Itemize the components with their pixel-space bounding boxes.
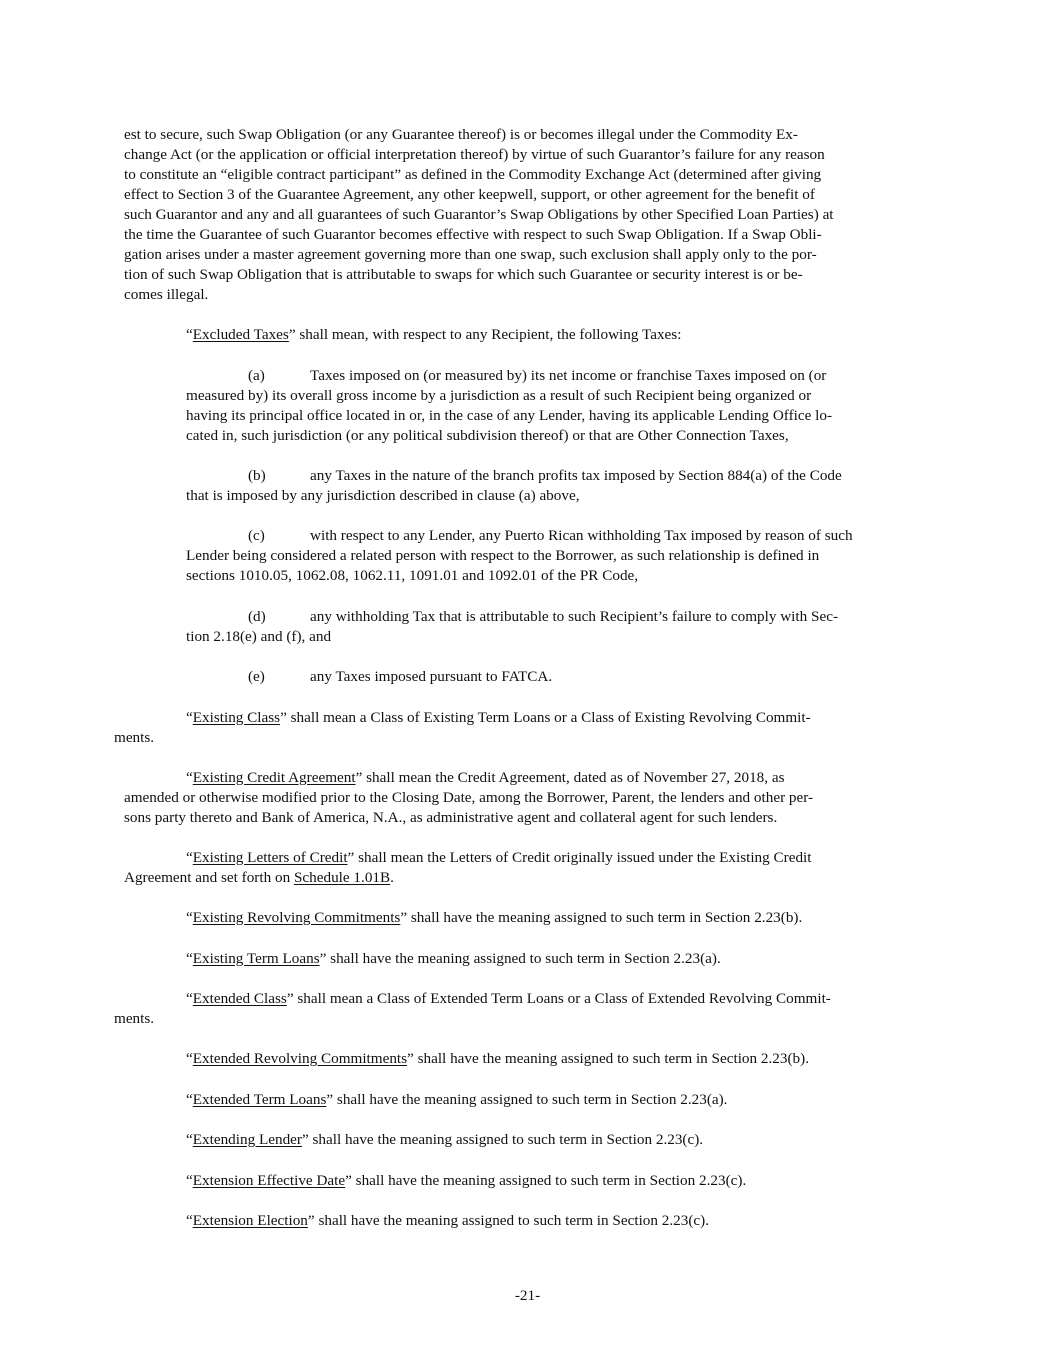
definition-text: ” shall have the meaning assigned to such term in Section 2.23(a).: [319, 950, 721, 967]
definition-excluded-taxes: “Excluded Taxes” shall mean, with respect to any Recipient, the following Taxes:: [186, 326, 682, 343]
clause-label: (c): [248, 527, 265, 544]
definition-existing-term-loans: “Existing Term Loans” shall have the meaning assigned to such term in Section 2.23(a).: [186, 950, 721, 967]
definition-line: sons party thereto and Bank of America, N.A., as administrative agent and collateral agent for such lenders.: [124, 809, 778, 826]
clause-label: (b): [248, 467, 266, 484]
defined-term: Existing Class: [192, 709, 281, 726]
schedule-reference: Schedule 1.01B: [293, 869, 391, 886]
definition-existing-letters-of-credit: “Existing Letters of Credit” shall mean the Letters of Credit originally issued under the Existing Credit Agreement and set forth on Schedule 1.01B.: [124, 849, 812, 886]
definition-text: ” shall have the meaning assigned to such term in Section 2.23(b).: [407, 1050, 809, 1067]
defined-term: Extension Election: [192, 1212, 308, 1229]
clause-line: measured by) its overall gross income by a jurisdiction as a result of such Recipient being organized or: [186, 387, 812, 404]
page-number: -21-: [514, 1287, 541, 1304]
definition-line: ments.: [114, 729, 155, 746]
definition-text: ” shall mean the Letters of Credit originally issued under the Existing Credit: [347, 849, 812, 866]
clause-c: [186, 526, 853, 586]
clause-d: [186, 607, 838, 647]
defined-term: Existing Revolving Commitments: [192, 909, 401, 926]
clause-line: having its principal office located in or, in the case of any Lender, having its applicable Lending Office lo-: [186, 407, 833, 424]
defined-term: Extended Class: [192, 990, 287, 1007]
clause-label: (e): [248, 668, 265, 685]
clause-line: Lender being considered a related person with respect to the Borrower, as such relationship is defined in: [186, 547, 820, 564]
defined-term: Existing Term Loans: [192, 950, 320, 967]
definition-text: ” shall have the meaning assigned to such term in Section 2.23(a).: [326, 1091, 728, 1108]
defined-term: Excluded Taxes: [192, 326, 289, 343]
definition-existing-class: “Existing Class” shall mean a Class of Existing Term Loans or a Class of Existing Revolving Commit- ments.: [114, 709, 811, 746]
definition-text: ” shall have the meaning assigned to such term in Section 2.23(b).: [400, 909, 803, 926]
defined-term: Existing Letters of Credit: [192, 849, 348, 866]
definition-text: ” shall mean the Credit Agreement, dated as of November 27, 2018, as: [355, 769, 785, 786]
definition-line: ments.: [114, 1010, 155, 1027]
clause-text: with respect to any Lender, any Puerto Rican withholding Tax imposed by reason of such: [310, 527, 853, 544]
definition-text: Agreement and set forth on: [124, 869, 294, 886]
definition-extension-effective-date: “Extension Effective Date” shall have the meaning assigned to such term in Section 2.23(c).: [186, 1172, 747, 1189]
intro-line: effect to Section 3 of the Guarantee Agreement, any other keepwell, support, or other agreement for the benefit of: [124, 186, 815, 203]
definition-text: ” shall have the meaning assigned to such term in Section 2.23(c).: [345, 1172, 747, 1189]
intro-line: change Act (or the application or official interpretation thereof) by virtue of such Guarantor’s failure for any reason: [124, 146, 825, 163]
clause-text: any Taxes in the nature of the branch profits tax imposed by Section 884(a) of the Code: [310, 467, 842, 484]
intro-line: the time the Guarantee of such Guarantor becomes effective with respect to such Swap Obligation. If a Swap Obli-: [124, 226, 822, 243]
definition-existing-credit-agreement: “Existing Credit Agreement” shall mean the Credit Agreement, dated as of November 27, 2018, as amended or otherwise modified prior to the Closing Date, among the Borrower, Parent, the lenders and other per- sons party thereto and Bank of America, N.A., as administrative agent and collateral agent for such lenders.: [124, 769, 814, 826]
clause-label: (a): [248, 367, 265, 384]
clause-e: [186, 667, 552, 687]
definition-text: ” shall mean, with respect to any Recipient, the following Taxes:: [288, 326, 682, 343]
intro-line: tion of such Swap Obligation that is attributable to swaps for which such Guarantee or security interest is or be-: [124, 266, 803, 283]
clause-label: (d): [248, 608, 266, 625]
intro-line: to constitute an “eligible contract participant” as defined in the Commodity Exchange Act (determined after giving: [124, 166, 822, 183]
definition-text: ” shall mean a Class of Extended Term Loans or a Class of Extended Revolving Commit-: [286, 990, 831, 1007]
clause-line: cated in, such jurisdiction (or any political subdivision thereof) or that are Other Connection Taxes,: [186, 427, 789, 444]
definition-line: amended or otherwise modified prior to the Closing Date, among the Borrower, Parent, the lenders and other per-: [124, 789, 814, 806]
intro-paragraph: [124, 125, 834, 305]
definition-extended-class: “Extended Class” shall mean a Class of Extended Term Loans or a Class of Extended Revolving Commit- ments.: [114, 990, 831, 1027]
clause-text: Taxes imposed on (or measured by) its net income or franchise Taxes imposed on (or: [310, 367, 827, 384]
defined-term: Existing Credit Agreement: [192, 769, 356, 786]
clause-text: any withholding Tax that is attributable to such Recipient’s failure to comply with Sec-: [310, 608, 839, 625]
clause-line: tion 2.18(e) and (f), and: [186, 628, 332, 645]
clause-a: [186, 366, 832, 446]
defined-term: Extension Effective Date: [192, 1172, 346, 1189]
clause-b: [186, 466, 842, 506]
definition-text: .: [390, 869, 394, 886]
clause-text: any Taxes imposed pursuant to FATCA.: [310, 668, 553, 685]
intro-line: comes illegal.: [124, 286, 209, 303]
clause-line: that is imposed by any jurisdiction described in clause (a) above,: [186, 487, 580, 504]
definition-text: ” shall have the meaning assigned to such term in Section 2.23(c).: [307, 1212, 710, 1229]
defined-term: Extended Revolving Commitments: [192, 1050, 408, 1067]
definition-text: ” shall mean a Class of Existing Term Loans or a Class of Existing Revolving Commit-: [280, 709, 811, 726]
defined-term: Extended Term Loans: [192, 1091, 327, 1108]
intro-line: such Guarantor and any and all guarantees of such Guarantor’s Swap Obligations by other Specified Loan Parties) at: [124, 206, 834, 223]
intro-line: est to secure, such Swap Obligation (or any Guarantee thereof) is or becomes illegal under the Commodity Ex-: [124, 126, 798, 143]
clause-line: sections 1010.05, 1062.08, 1062.11, 1091.01 and 1092.01 of the PR Code,: [186, 567, 639, 584]
definition-text: ” shall have the meaning assigned to such term in Section 2.23(c).: [301, 1131, 704, 1148]
definition-extended-revolving-commitments: “Extended Revolving Commitments” shall have the meaning assigned to such term in Section 2.23(b).: [186, 1050, 809, 1067]
defined-term: Extending Lender: [192, 1131, 302, 1148]
definition-existing-revolving-commitments: “Existing Revolving Commitments” shall have the meaning assigned to such term in Section 2.23(b).: [186, 909, 803, 926]
definition-extension-election: “Extension Election” shall have the meaning assigned to such term in Section 2.23(c).: [186, 1212, 710, 1229]
intro-line: gation arises under a master agreement governing more than one swap, such exclusion shall apply only to the por-: [124, 246, 817, 263]
definition-extended-term-loans: “Extended Term Loans” shall have the meaning assigned to such term in Section 2.23(a).: [186, 1091, 728, 1108]
definition-extending-lender: “Extending Lender” shall have the meaning assigned to such term in Section 2.23(c).: [186, 1131, 704, 1148]
